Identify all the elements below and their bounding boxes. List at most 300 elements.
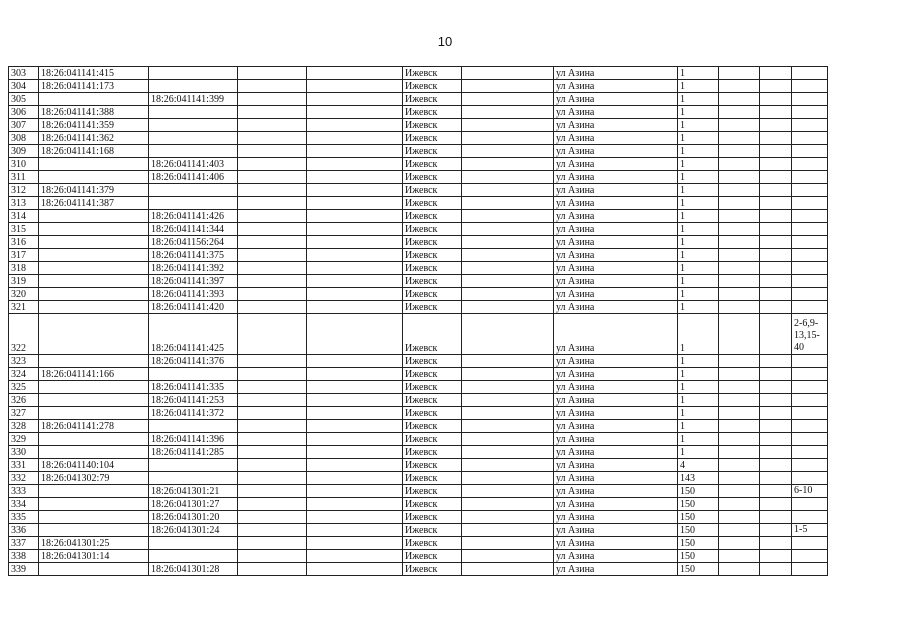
empty-cell bbox=[238, 132, 307, 145]
extra-range-cell bbox=[792, 210, 828, 223]
cadastral-number-cell bbox=[39, 210, 149, 223]
linked-cadastral-number-cell: 18:26:041141:406 bbox=[149, 171, 238, 184]
linked-cadastral-number-cell: 18:26:041141:372 bbox=[149, 407, 238, 420]
extra-range-cell bbox=[792, 158, 828, 171]
empty-cell bbox=[462, 80, 554, 93]
row-number-cell: 314 bbox=[9, 210, 39, 223]
house-number-cell: 1 bbox=[678, 301, 719, 314]
empty-cell bbox=[238, 524, 307, 537]
empty-cell bbox=[307, 80, 403, 93]
empty-cell bbox=[462, 355, 554, 368]
empty-cell bbox=[760, 145, 792, 158]
cadastral-number-cell bbox=[39, 524, 149, 537]
city-cell: Ижевск bbox=[403, 106, 462, 119]
cadastral-number-cell: 18:26:041141:387 bbox=[39, 197, 149, 210]
table-row bbox=[9, 119, 828, 132]
house-number-cell: 150 bbox=[678, 563, 719, 576]
house-number-cell: 1 bbox=[678, 197, 719, 210]
empty-cell bbox=[462, 93, 554, 106]
cadastral-number-cell bbox=[39, 314, 149, 355]
extra-range-cell bbox=[792, 171, 828, 184]
city-cell: Ижевск bbox=[403, 485, 462, 498]
cadastral-number-cell bbox=[39, 275, 149, 288]
cadastral-number-cell bbox=[39, 236, 149, 249]
extra-range-cell bbox=[792, 394, 828, 407]
empty-cell bbox=[760, 223, 792, 236]
linked-cadastral-number-cell bbox=[149, 472, 238, 485]
city-cell: Ижевск bbox=[403, 472, 462, 485]
empty-cell bbox=[719, 67, 760, 80]
city-cell: Ижевск bbox=[403, 93, 462, 106]
linked-cadastral-number-cell: 18:26:041156:264 bbox=[149, 236, 238, 249]
empty-cell bbox=[760, 67, 792, 80]
table-row bbox=[9, 472, 828, 485]
empty-cell bbox=[719, 106, 760, 119]
street-cell: ул Азина bbox=[554, 67, 678, 80]
city-cell: Ижевск bbox=[403, 210, 462, 223]
house-number-cell: 150 bbox=[678, 511, 719, 524]
table-row bbox=[9, 249, 828, 262]
empty-cell bbox=[307, 275, 403, 288]
table-row bbox=[9, 368, 828, 381]
extra-range-cell bbox=[792, 407, 828, 420]
empty-cell bbox=[462, 485, 554, 498]
house-number-cell: 1 bbox=[678, 93, 719, 106]
empty-cell bbox=[760, 472, 792, 485]
row-number-cell: 312 bbox=[9, 184, 39, 197]
table-row bbox=[9, 106, 828, 119]
street-cell: ул Азина bbox=[554, 262, 678, 275]
street-cell: ул Азина bbox=[554, 314, 678, 355]
city-cell: Ижевск bbox=[403, 145, 462, 158]
cadastral-number-cell bbox=[39, 93, 149, 106]
empty-cell bbox=[462, 314, 554, 355]
empty-cell bbox=[238, 537, 307, 550]
extra-range-cell bbox=[792, 511, 828, 524]
row-number-cell: 317 bbox=[9, 249, 39, 262]
row-number-cell: 323 bbox=[9, 355, 39, 368]
cadastral-number-cell: 18:26:041141:166 bbox=[39, 368, 149, 381]
house-number-cell: 150 bbox=[678, 485, 719, 498]
street-cell: ул Азина bbox=[554, 381, 678, 394]
street-cell: ул Азина bbox=[554, 197, 678, 210]
empty-cell bbox=[719, 132, 760, 145]
house-number-cell: 150 bbox=[678, 537, 719, 550]
city-cell: Ижевск bbox=[403, 197, 462, 210]
street-cell: ул Азина bbox=[554, 145, 678, 158]
extra-range-cell bbox=[792, 262, 828, 275]
empty-cell bbox=[719, 511, 760, 524]
extra-range-cell: 6-10 bbox=[792, 485, 828, 498]
row-number-cell: 331 bbox=[9, 459, 39, 472]
house-number-cell: 1 bbox=[678, 145, 719, 158]
street-cell: ул Азина bbox=[554, 301, 678, 314]
table-row bbox=[9, 184, 828, 197]
empty-cell bbox=[760, 132, 792, 145]
city-cell: Ижевск bbox=[403, 223, 462, 236]
empty-cell bbox=[719, 394, 760, 407]
register-table bbox=[8, 66, 828, 576]
empty-cell bbox=[760, 184, 792, 197]
city-cell: Ижевск bbox=[403, 171, 462, 184]
empty-cell bbox=[238, 106, 307, 119]
cadastral-number-cell bbox=[39, 394, 149, 407]
table-row bbox=[9, 550, 828, 563]
empty-cell bbox=[760, 381, 792, 394]
city-cell: Ижевск bbox=[403, 446, 462, 459]
empty-cell bbox=[462, 171, 554, 184]
cadastral-number-cell: 18:26:041141:379 bbox=[39, 184, 149, 197]
empty-cell bbox=[238, 368, 307, 381]
house-number-cell: 1 bbox=[678, 355, 719, 368]
empty-cell bbox=[238, 171, 307, 184]
house-number-cell: 1 bbox=[678, 314, 719, 355]
row-number-cell: 315 bbox=[9, 223, 39, 236]
empty-cell bbox=[719, 472, 760, 485]
empty-cell bbox=[462, 236, 554, 249]
street-cell: ул Азина bbox=[554, 80, 678, 93]
empty-cell bbox=[307, 433, 403, 446]
house-number-cell: 150 bbox=[678, 524, 719, 537]
empty-cell bbox=[238, 407, 307, 420]
linked-cadastral-number-cell bbox=[149, 197, 238, 210]
empty-cell bbox=[238, 459, 307, 472]
street-cell: ул Азина bbox=[554, 93, 678, 106]
empty-cell bbox=[719, 433, 760, 446]
empty-cell bbox=[462, 184, 554, 197]
linked-cadastral-number-cell: 18:26:041141:426 bbox=[149, 210, 238, 223]
empty-cell bbox=[238, 210, 307, 223]
empty-cell bbox=[307, 485, 403, 498]
city-cell: Ижевск bbox=[403, 563, 462, 576]
empty-cell bbox=[719, 80, 760, 93]
empty-cell bbox=[238, 249, 307, 262]
linked-cadastral-number-cell: 18:26:041141:392 bbox=[149, 262, 238, 275]
empty-cell bbox=[238, 262, 307, 275]
empty-cell bbox=[307, 158, 403, 171]
linked-cadastral-number-cell: 18:26:041141:425 bbox=[149, 314, 238, 355]
linked-cadastral-number-cell: 18:26:041141:253 bbox=[149, 394, 238, 407]
city-cell: Ижевск bbox=[403, 524, 462, 537]
empty-cell bbox=[719, 563, 760, 576]
table-row bbox=[9, 511, 828, 524]
cadastral-number-cell: 18:26:041140:104 bbox=[39, 459, 149, 472]
city-cell: Ижевск bbox=[403, 537, 462, 550]
city-cell: Ижевск bbox=[403, 184, 462, 197]
street-cell: ул Азина bbox=[554, 407, 678, 420]
table-row bbox=[9, 80, 828, 93]
street-cell: ул Азина bbox=[554, 355, 678, 368]
linked-cadastral-number-cell bbox=[149, 550, 238, 563]
empty-cell bbox=[307, 145, 403, 158]
empty-cell bbox=[462, 420, 554, 433]
linked-cadastral-number-cell: 18:26:041141:399 bbox=[149, 93, 238, 106]
empty-cell bbox=[719, 223, 760, 236]
empty-cell bbox=[760, 433, 792, 446]
empty-cell bbox=[307, 498, 403, 511]
table-row bbox=[9, 563, 828, 576]
table-row bbox=[9, 197, 828, 210]
row-number-cell: 309 bbox=[9, 145, 39, 158]
empty-cell bbox=[307, 459, 403, 472]
street-cell: ул Азина bbox=[554, 158, 678, 171]
city-cell: Ижевск bbox=[403, 275, 462, 288]
extra-range-cell bbox=[792, 223, 828, 236]
extra-range-cell bbox=[792, 550, 828, 563]
cadastral-number-cell bbox=[39, 158, 149, 171]
table-row bbox=[9, 394, 828, 407]
empty-cell bbox=[307, 210, 403, 223]
empty-cell bbox=[238, 145, 307, 158]
linked-cadastral-number-cell bbox=[149, 459, 238, 472]
row-number-cell: 329 bbox=[9, 433, 39, 446]
city-cell: Ижевск bbox=[403, 511, 462, 524]
empty-cell bbox=[462, 210, 554, 223]
empty-cell bbox=[238, 288, 307, 301]
empty-cell bbox=[238, 446, 307, 459]
empty-cell bbox=[719, 171, 760, 184]
empty-cell bbox=[760, 498, 792, 511]
table-row bbox=[9, 275, 828, 288]
empty-cell bbox=[307, 236, 403, 249]
city-cell: Ижевск bbox=[403, 132, 462, 145]
linked-cadastral-number-cell: 18:26:041301:20 bbox=[149, 511, 238, 524]
linked-cadastral-number-cell bbox=[149, 420, 238, 433]
street-cell: ул Азина bbox=[554, 446, 678, 459]
house-number-cell: 143 bbox=[678, 472, 719, 485]
street-cell: ул Азина bbox=[554, 223, 678, 236]
extra-range-cell bbox=[792, 132, 828, 145]
empty-cell bbox=[760, 524, 792, 537]
linked-cadastral-number-cell: 18:26:041141:335 bbox=[149, 381, 238, 394]
cadastral-number-cell bbox=[39, 249, 149, 262]
empty-cell bbox=[238, 197, 307, 210]
extra-range-cell: 1-5 bbox=[792, 524, 828, 537]
empty-cell bbox=[462, 394, 554, 407]
house-number-cell: 1 bbox=[678, 106, 719, 119]
city-cell: Ижевск bbox=[403, 119, 462, 132]
empty-cell bbox=[719, 275, 760, 288]
empty-cell bbox=[307, 420, 403, 433]
empty-cell bbox=[760, 119, 792, 132]
cadastral-number-cell bbox=[39, 288, 149, 301]
linked-cadastral-number-cell: 18:26:041141:344 bbox=[149, 223, 238, 236]
empty-cell bbox=[307, 368, 403, 381]
empty-cell bbox=[307, 119, 403, 132]
empty-cell bbox=[307, 262, 403, 275]
empty-cell bbox=[760, 550, 792, 563]
empty-cell bbox=[462, 275, 554, 288]
linked-cadastral-number-cell: 18:26:041301:28 bbox=[149, 563, 238, 576]
empty-cell bbox=[462, 288, 554, 301]
empty-cell bbox=[307, 288, 403, 301]
empty-cell bbox=[462, 407, 554, 420]
city-cell: Ижевск bbox=[403, 236, 462, 249]
table-row bbox=[9, 485, 828, 498]
linked-cadastral-number-cell: 18:26:041141:285 bbox=[149, 446, 238, 459]
empty-cell bbox=[238, 381, 307, 394]
empty-cell bbox=[238, 119, 307, 132]
linked-cadastral-number-cell bbox=[149, 67, 238, 80]
empty-cell bbox=[719, 537, 760, 550]
empty-cell bbox=[719, 485, 760, 498]
page-number: 10 bbox=[437, 34, 453, 49]
street-cell: ул Азина bbox=[554, 394, 678, 407]
empty-cell bbox=[760, 407, 792, 420]
empty-cell bbox=[462, 537, 554, 550]
empty-cell bbox=[307, 446, 403, 459]
linked-cadastral-number-cell bbox=[149, 106, 238, 119]
row-number-cell: 337 bbox=[9, 537, 39, 550]
cadastral-number-cell: 18:26:041141:173 bbox=[39, 80, 149, 93]
table-row bbox=[9, 381, 828, 394]
register-body bbox=[9, 67, 828, 576]
city-cell: Ижевск bbox=[403, 249, 462, 262]
house-number-cell: 1 bbox=[678, 446, 719, 459]
empty-cell bbox=[760, 171, 792, 184]
city-cell: Ижевск bbox=[403, 394, 462, 407]
row-number-cell: 325 bbox=[9, 381, 39, 394]
row-number-cell: 311 bbox=[9, 171, 39, 184]
house-number-cell: 150 bbox=[678, 550, 719, 563]
extra-range-cell bbox=[792, 537, 828, 550]
empty-cell bbox=[307, 197, 403, 210]
street-cell: ул Азина bbox=[554, 106, 678, 119]
empty-cell bbox=[760, 262, 792, 275]
empty-cell bbox=[719, 381, 760, 394]
empty-cell bbox=[462, 433, 554, 446]
extra-range-cell bbox=[792, 301, 828, 314]
empty-cell bbox=[719, 420, 760, 433]
empty-cell bbox=[462, 511, 554, 524]
empty-cell bbox=[719, 249, 760, 262]
house-number-cell: 1 bbox=[678, 381, 719, 394]
extra-range-cell bbox=[792, 197, 828, 210]
house-number-cell: 1 bbox=[678, 433, 719, 446]
cadastral-number-cell bbox=[39, 301, 149, 314]
cadastral-number-cell bbox=[39, 563, 149, 576]
row-number-cell: 324 bbox=[9, 368, 39, 381]
linked-cadastral-number-cell bbox=[149, 80, 238, 93]
house-number-cell: 1 bbox=[678, 80, 719, 93]
house-number-cell: 150 bbox=[678, 498, 719, 511]
table-row bbox=[9, 301, 828, 314]
empty-cell bbox=[760, 368, 792, 381]
table-row bbox=[9, 67, 828, 80]
empty-cell bbox=[307, 407, 403, 420]
row-number-cell: 303 bbox=[9, 67, 39, 80]
cadastral-number-cell: 18:26:041301:25 bbox=[39, 537, 149, 550]
extra-range-cell bbox=[792, 563, 828, 576]
row-number-cell: 318 bbox=[9, 262, 39, 275]
empty-cell bbox=[462, 106, 554, 119]
cadastral-number-cell bbox=[39, 446, 149, 459]
empty-cell bbox=[238, 67, 307, 80]
house-number-cell: 4 bbox=[678, 459, 719, 472]
house-number-cell: 1 bbox=[678, 262, 719, 275]
cadastral-number-cell bbox=[39, 355, 149, 368]
empty-cell bbox=[307, 132, 403, 145]
row-number-cell: 316 bbox=[9, 236, 39, 249]
table-row bbox=[9, 407, 828, 420]
city-cell: Ижевск bbox=[403, 433, 462, 446]
cadastral-number-cell: 18:26:041301:14 bbox=[39, 550, 149, 563]
house-number-cell: 1 bbox=[678, 223, 719, 236]
empty-cell bbox=[307, 563, 403, 576]
house-number-cell: 1 bbox=[678, 249, 719, 262]
empty-cell bbox=[238, 433, 307, 446]
empty-cell bbox=[760, 275, 792, 288]
house-number-cell: 1 bbox=[678, 132, 719, 145]
extra-range-cell bbox=[792, 93, 828, 106]
table-row bbox=[9, 223, 828, 236]
table-row bbox=[9, 158, 828, 171]
empty-cell bbox=[760, 355, 792, 368]
city-cell: Ижевск bbox=[403, 420, 462, 433]
linked-cadastral-number-cell: 18:26:041141:397 bbox=[149, 275, 238, 288]
empty-cell bbox=[238, 511, 307, 524]
extra-range-cell bbox=[792, 80, 828, 93]
empty-cell bbox=[760, 485, 792, 498]
row-number-cell: 321 bbox=[9, 301, 39, 314]
empty-cell bbox=[307, 511, 403, 524]
empty-cell bbox=[719, 301, 760, 314]
house-number-cell: 1 bbox=[678, 420, 719, 433]
cadastral-number-cell: 18:26:041141:415 bbox=[39, 67, 149, 80]
street-cell: ул Азина bbox=[554, 275, 678, 288]
street-cell: ул Азина bbox=[554, 498, 678, 511]
empty-cell bbox=[238, 158, 307, 171]
table-row bbox=[9, 210, 828, 223]
table-row bbox=[9, 355, 828, 368]
empty-cell bbox=[760, 106, 792, 119]
row-number-cell: 328 bbox=[9, 420, 39, 433]
table-row bbox=[9, 93, 828, 106]
linked-cadastral-number-cell bbox=[149, 537, 238, 550]
empty-cell bbox=[760, 420, 792, 433]
extra-range-cell bbox=[792, 459, 828, 472]
empty-cell bbox=[760, 301, 792, 314]
table-row bbox=[9, 171, 828, 184]
empty-cell bbox=[719, 184, 760, 197]
linked-cadastral-number-cell bbox=[149, 368, 238, 381]
street-cell: ул Азина bbox=[554, 420, 678, 433]
house-number-cell: 1 bbox=[678, 119, 719, 132]
empty-cell bbox=[462, 368, 554, 381]
extra-range-cell bbox=[792, 288, 828, 301]
cadastral-number-cell bbox=[39, 498, 149, 511]
house-number-cell: 1 bbox=[678, 288, 719, 301]
linked-cadastral-number-cell bbox=[149, 119, 238, 132]
row-number-cell: 333 bbox=[9, 485, 39, 498]
empty-cell bbox=[307, 171, 403, 184]
empty-cell bbox=[719, 314, 760, 355]
empty-cell bbox=[238, 355, 307, 368]
table-row bbox=[9, 132, 828, 145]
house-number-cell: 1 bbox=[678, 394, 719, 407]
street-cell: ул Азина bbox=[554, 119, 678, 132]
row-number-cell: 332 bbox=[9, 472, 39, 485]
table-row bbox=[9, 459, 828, 472]
linked-cadastral-number-cell: 18:26:041301:27 bbox=[149, 498, 238, 511]
table-row bbox=[9, 524, 828, 537]
city-cell: Ижевск bbox=[403, 80, 462, 93]
street-cell: ул Азина bbox=[554, 524, 678, 537]
empty-cell bbox=[719, 498, 760, 511]
linked-cadastral-number-cell: 18:26:041141:403 bbox=[149, 158, 238, 171]
empty-cell bbox=[238, 394, 307, 407]
row-number-cell: 319 bbox=[9, 275, 39, 288]
